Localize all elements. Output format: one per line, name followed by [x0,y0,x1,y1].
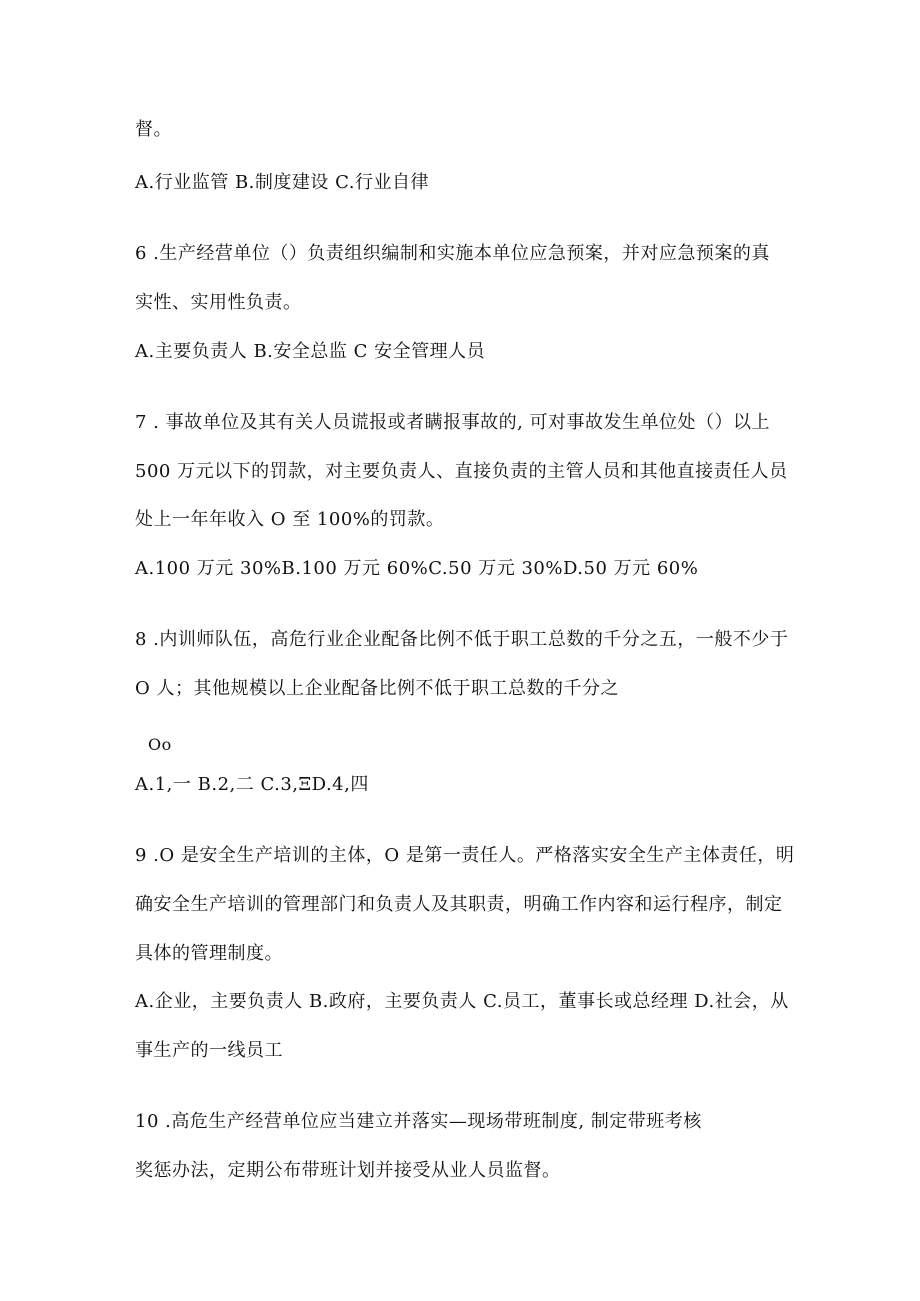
question-6-text: 6 .生产经营单位（）负责组织编制和实施本单位应急预案，并对应急预案的真 [135,243,770,264]
question-8-text: 8 .内训师队伍，高危行业企业配备比例不低于职工总数的千分之五，一般不少于 [135,629,789,650]
question-7-text-cont: 500 万元以下的罚款，对主要负责人、直接负责的主管人员和其他直接责任人员 [135,461,788,482]
question-7-text-cont-2: 处上一年年收入 O 至 100%的罚款。 [135,509,445,530]
question-7-options: A.100 万元 30%B.100 万元 60%C.50 万元 30%D.50 万元 60% [135,558,699,579]
question-9-options: A.企业，主要负责人 B.政府，主要负责人 C.员工，董事长或总经理 D.社会，从 [135,991,789,1012]
question-8-text-end: Oo [148,735,172,754]
question-8-text-cont: O 人；其他规模以上企业配备比例不低于职工总数的千分之 [135,678,619,699]
question-6-options: A.主要负责人 B.安全总监 C 安全管理人员 [135,341,486,362]
question-9-text-cont-2: 具体的管理制度。 [135,943,283,964]
question-9-text-cont: 确安全生产培训的管理部门和负责人及其职责，明确工作内容和运行程序，制定 [135,894,783,915]
question-7-text: 7 . 事故单位及其有关人员谎报或者瞒报事故的, 可对事故发生单位处（）以上 [135,412,771,433]
text-line-continuation: 督。 [135,119,172,140]
question-9-options-cont: 事生产的一线员工 [135,1040,283,1061]
question-10-text: 10 .高危生产经营单位应当建立并落实—现场带班制度, 制定带班考核 [135,1111,702,1132]
question-6-text-cont: 实性、实用性负责。 [135,292,302,313]
question-8-options: A.1,一 B.2,二 C.3,ΞD.4,四 [135,774,369,795]
question-5-options: A.行业监管 B.制度建设 C.行业自律 [135,172,429,193]
question-10-text-cont: 奖惩办法，定期公布带班计划并接受从业人员监督。 [135,1160,561,1181]
question-9-text: 9 .O 是安全生产培训的主体，O 是第一责任人。严格落实安全生产主体责任，明 [135,845,795,866]
